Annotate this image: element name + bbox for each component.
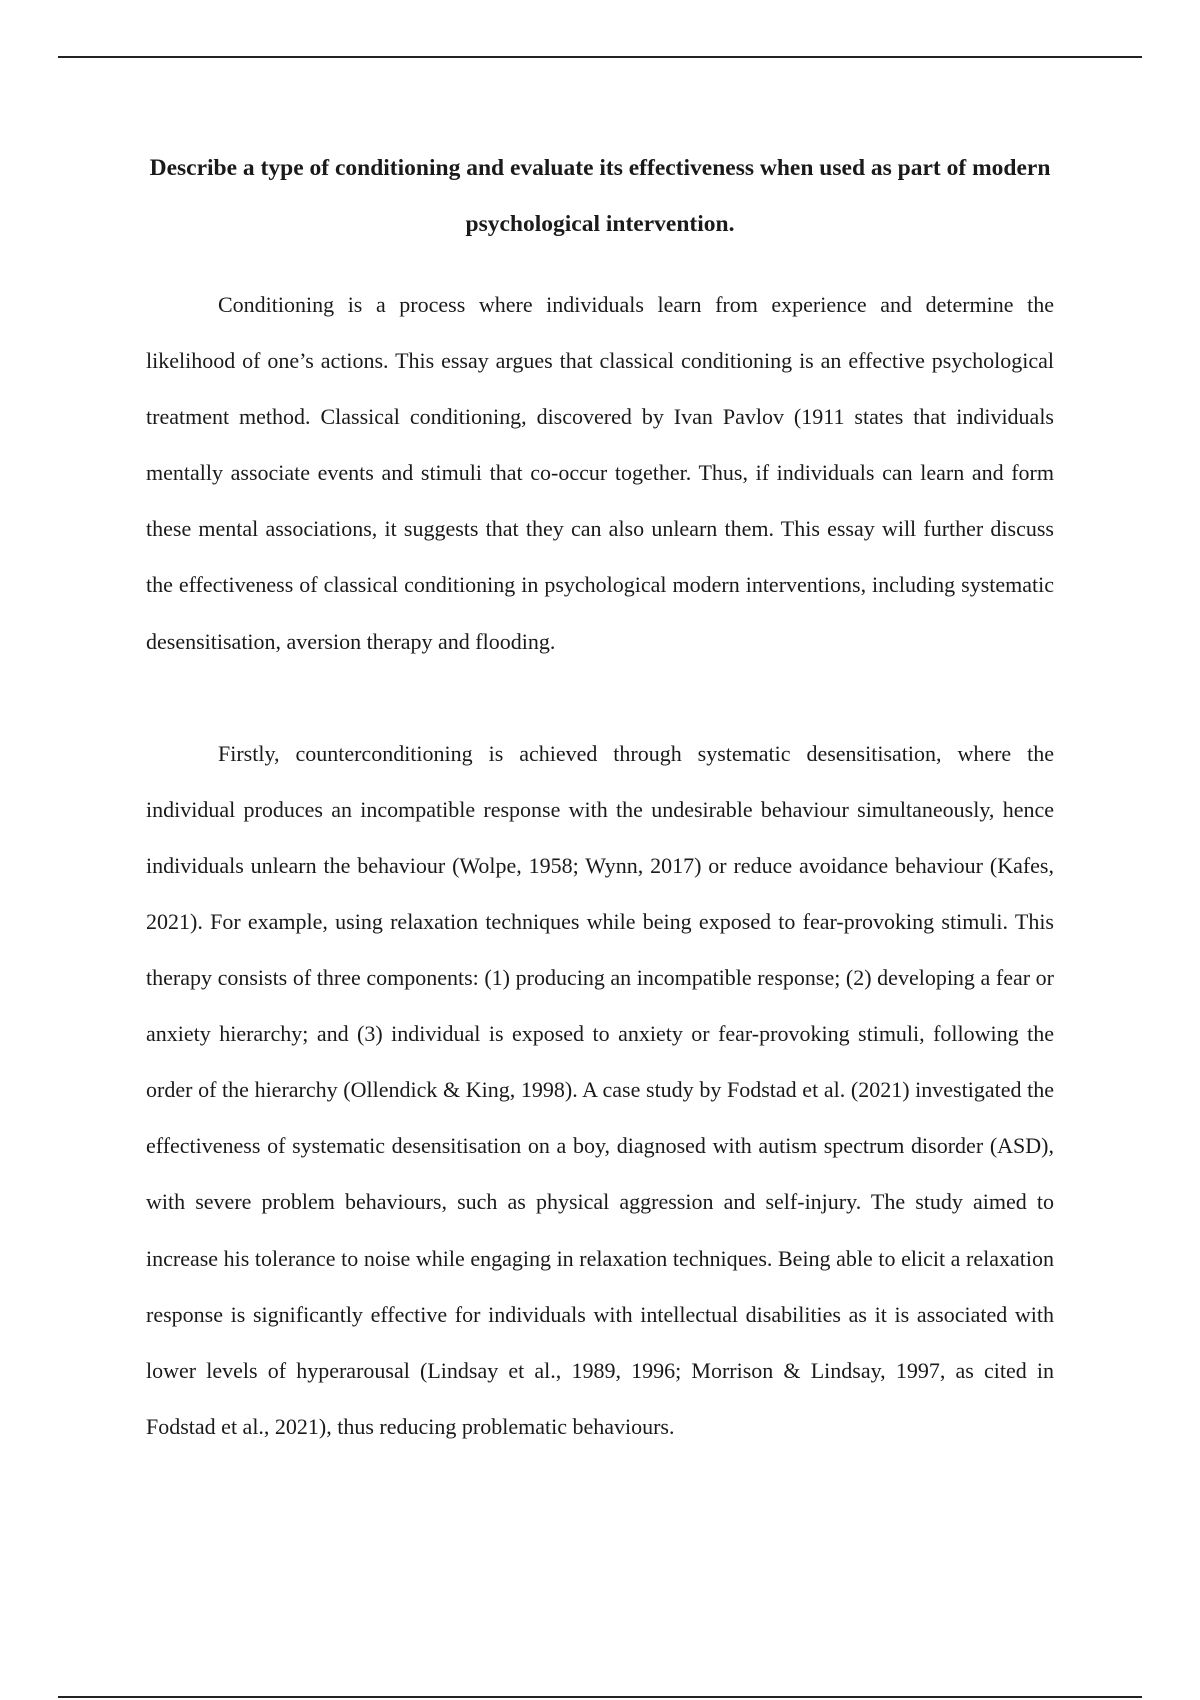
document-body [146,140,1054,1455]
paragraph-systematic-desensitisation: Firstly, counterconditioning is achieved through systematic desensitisation, where the individual produces an incompatible response with the undesirable behaviour simultaneously, hence individuals unlearn the behaviour (Wolpe, 1958; Wynn, 2017) or reduce avoidance behaviour (Kafes, 2021). For example, using relaxation techniques while being exposed to fear-provoking stimuli. This therapy consists of three components: (1) producing an incompatible response; (2) developing a fear or anxiety hierarchy; and (3) individual is exposed to anxiety or fear-provoking stimuli, following the order of the hierarchy (Ollendick & King, 1998). A case study by Fodstad et al. (2021) investigated the effectiveness of systematic desensitisation on a boy, diagnosed with autism spectrum disorder (ASD), with severe problem behaviours, such as physical aggression and self-injury. The study aimed to increase his tolerance to noise while engaging in relaxation techniques. Being able to elicit a relaxation response is significantly effective for individuals with intellectual disabilities as it is associated with lower levels of hyperarousal (Lindsay et al., 1989, 1996; Morrison & Lindsay, 1997, as cited in Fodstad et al., 2021), thus reducing problematic behaviours. [146,740,1054,1439]
footer-rule [58,1696,1142,1698]
essay-title: Describe a type of conditioning and evaluate its effectiveness when used as part of modern psychological intervention. [149,155,1051,237]
header-rule [58,56,1142,58]
paragraph-introduction: Conditioning is a process where individuals learn from experience and determine the likelihood of one’s actions. This essay argues that classical conditioning is an effective psychological treatment method. Classical conditioning, discovered by Ivan Pavlov (1911 states that individuals mentally associate events and stimuli that co-occur together. Thus, if individuals can learn and form these mental associations, it suggests that they can also unlearn them. This essay will further discuss the effectiveness of classical conditioning in psychological modern interventions, including systematic desensitisation, aversion therapy and flooding. [146,292,1054,654]
